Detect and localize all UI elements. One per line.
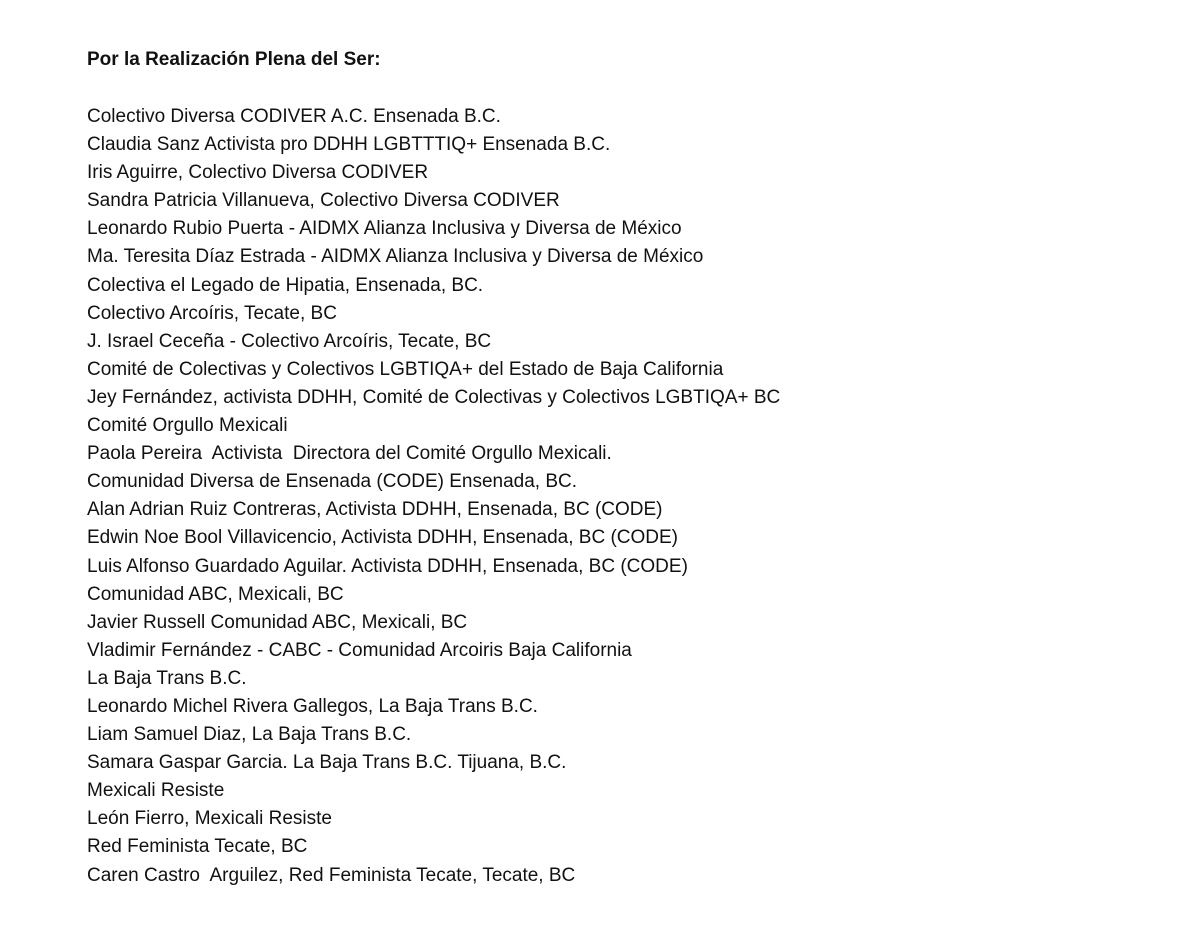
- signatory-item: Alan Adrian Ruiz Contreras, Activista DDHH, Ensenada, BC (CODE): [87, 499, 663, 521]
- signatory-item: Liam Samuel Diaz, La Baja Trans B.C.: [87, 724, 412, 746]
- signatory-item: Comunidad Diversa de Ensenada (CODE) Ensenada, BC.: [87, 471, 578, 493]
- signatory-item: J. Israel Ceceña - Colectivo Arcoíris, Tecate, BC: [87, 330, 492, 352]
- signatory-item: Samara Gaspar Garcia. La Baja Trans B.C. Tijuana, B.C.: [87, 752, 567, 774]
- signatory-item: Claudia Sanz Activista pro DDHH LGBTTTIQ+ Ensenada B.C.: [87, 134, 611, 156]
- signatory-item: Colectivo Arcoíris, Tecate, BC: [87, 302, 337, 324]
- document-heading: Por la Realización Plena del Ser:: [87, 49, 381, 70]
- signatory-item: Javier Russell Comunidad ABC, Mexicali, BC: [87, 611, 468, 633]
- signatory-item: Comité Orgullo Mexicali: [87, 415, 288, 437]
- signatory-item: Ma. Teresita Díaz Estrada - AIDMX Alianza Inclusiva y Diversa de México: [87, 246, 704, 268]
- signatory-item: Vladimir Fernández - CABC - Comunidad Arcoiris Baja California: [87, 639, 632, 661]
- signatory-item: Colectivo Diversa CODIVER A.C. Ensenada B.C.: [87, 106, 501, 127]
- signatory-item: León Fierro, Mexicali Resiste: [87, 808, 332, 830]
- signatory-item: Luis Alfonso Guardado Aguilar. Activista DDHH, Ensenada, BC (CODE): [87, 555, 688, 577]
- signatory-item: Mexicali Resiste: [87, 780, 225, 802]
- signatory-item: Edwin Noe Bool Villavicencio, Activista DDHH, Ensenada, BC (CODE): [87, 527, 678, 549]
- signatory-item: Caren Castro Arguilez, Red Feminista Tecate, Tecate, BC: [87, 864, 576, 886]
- signatory-item: Leonardo Michel Rivera Gallegos, La Baja Trans B.C.: [87, 695, 538, 717]
- signatory-item: Colectiva el Legado de Hipatia, Ensenada, BC.: [87, 274, 484, 296]
- signatory-list: [87, 103, 780, 890]
- signatory-item: Iris Aguirre, Colectivo Diversa CODIVER: [87, 162, 429, 184]
- signatory-item: Red Feminista Tecate, BC: [87, 836, 308, 858]
- signatory-item: Leonardo Rubio Puerta - AIDMX Alianza Inclusiva y Diversa de México: [87, 218, 682, 240]
- signatory-item: La Baja Trans B.C.: [87, 667, 247, 689]
- signatory-item: Comunidad ABC, Mexicali, BC: [87, 583, 344, 605]
- signatory-item: Jey Fernández, activista DDHH, Comité de Colectivas y Colectivos LGBTIQA+ BC: [87, 386, 781, 408]
- signatory-item: Sandra Patricia Villanueva, Colectivo Diversa CODIVER: [87, 190, 560, 212]
- signatory-item: Paola Pereira Activista Directora del Comité Orgullo Mexicali.: [87, 443, 612, 465]
- signatory-item: Comité de Colectivas y Colectivos LGBTIQA+ del Estado de Baja California: [87, 358, 724, 380]
